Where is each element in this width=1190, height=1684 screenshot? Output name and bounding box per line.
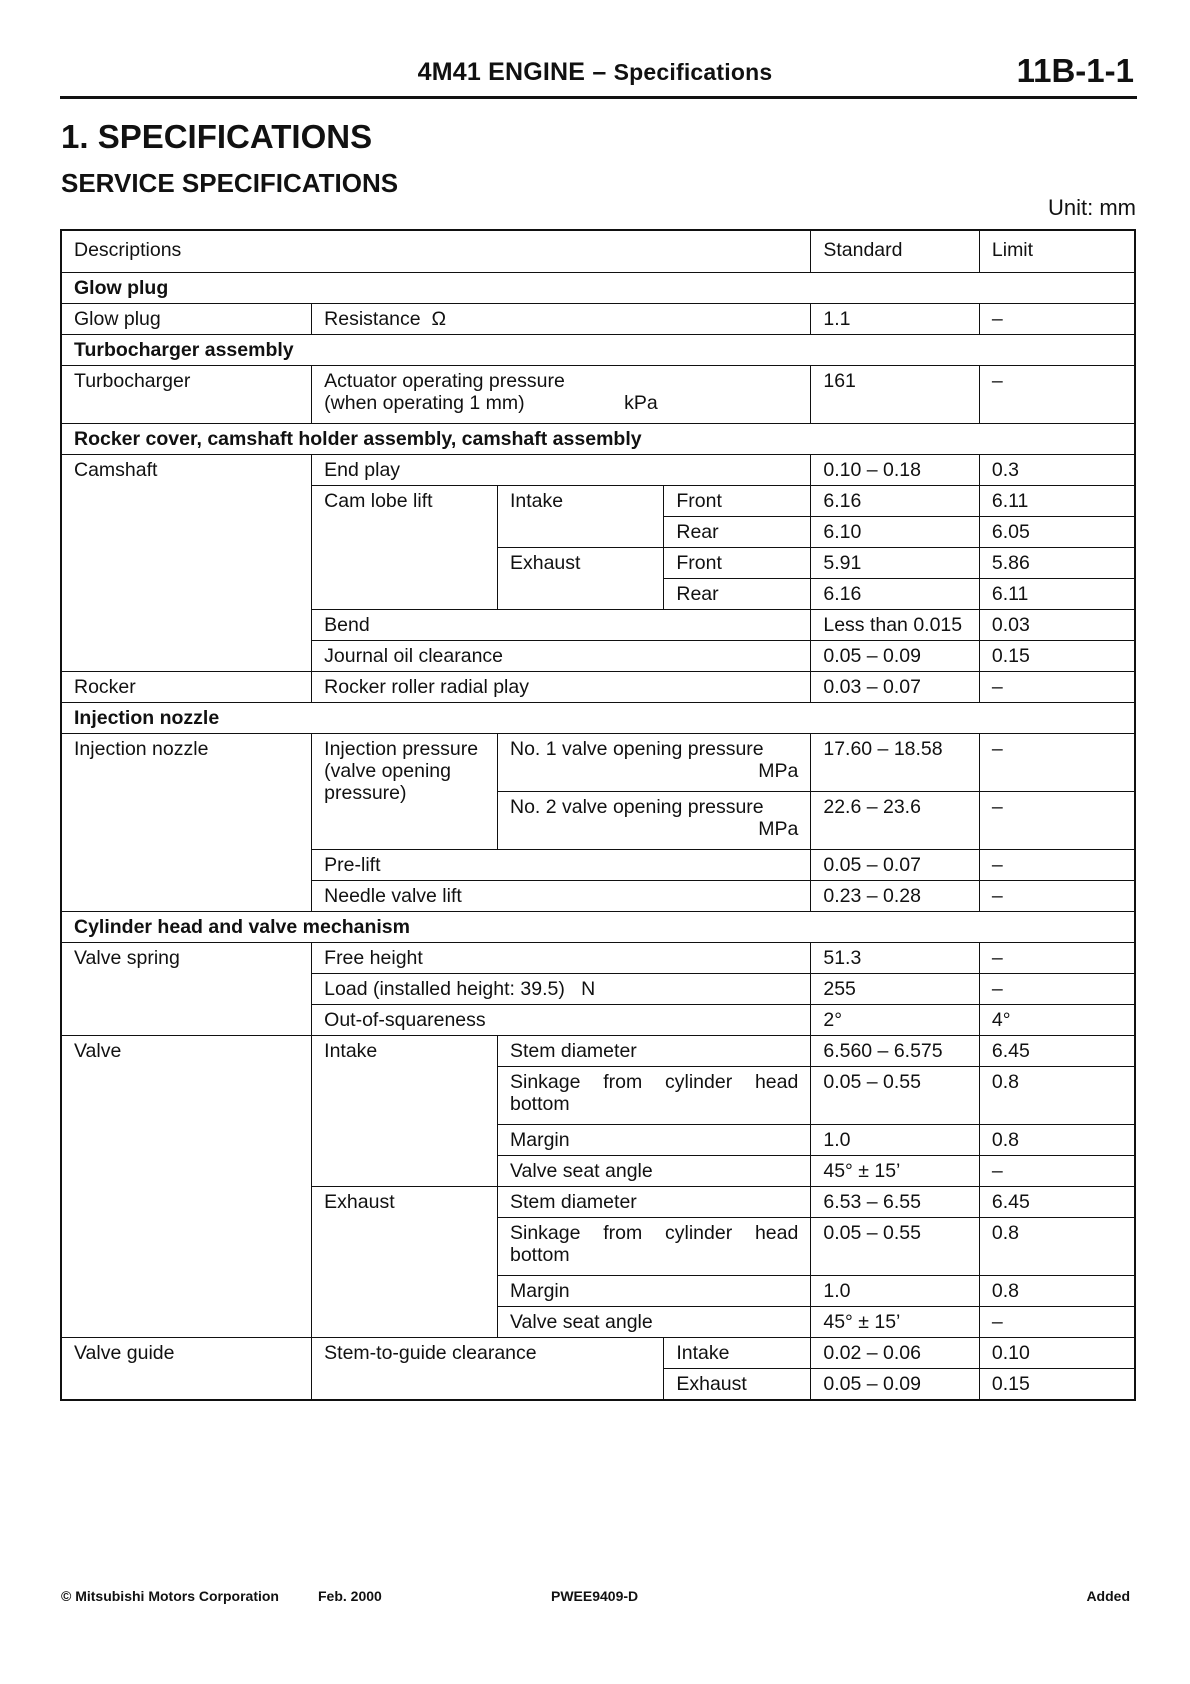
- param-cam-lobe-lift: Cam lobe lift: [312, 485, 498, 609]
- standard-value: 1.1: [811, 303, 980, 334]
- standard-value: 6.560 – 6.575: [811, 1035, 980, 1066]
- standard-value: 0.05 – 0.55: [811, 1066, 980, 1124]
- limit-value: –: [979, 849, 1135, 880]
- standard-value: 22.6 – 23.6: [811, 791, 980, 849]
- table-row: [61, 671, 1135, 702]
- param-margin: Margin: [497, 1275, 810, 1306]
- standard-value: 0.05 – 0.55: [811, 1217, 980, 1275]
- sub-valve-exhaust: Exhaust: [312, 1186, 498, 1337]
- standard-value: 0.02 – 0.06: [811, 1337, 980, 1368]
- param-unit: N: [581, 977, 596, 1000]
- standard-value: 0.05 – 0.09: [811, 640, 980, 671]
- footer-date: Feb. 2000: [318, 1588, 382, 1604]
- standard-value: 0.05 – 0.09: [811, 1368, 980, 1400]
- standard-value: 0.23 – 0.28: [811, 880, 980, 911]
- table-header-row: [61, 230, 1135, 272]
- table-row: [61, 942, 1135, 973]
- header-dash: –: [592, 58, 607, 86]
- sub-front: Front: [664, 547, 811, 578]
- standard-value: 0.03 – 0.07: [811, 671, 980, 702]
- item-camshaft: Camshaft: [61, 454, 312, 671]
- limit-value: 0.15: [979, 640, 1135, 671]
- limit-value: 6.11: [979, 485, 1135, 516]
- limit-value: 0.10: [979, 1337, 1135, 1368]
- param-stem-guide-clearance: Stem-to-guide clearance: [312, 1337, 664, 1400]
- param-free-height: Free height: [312, 942, 811, 973]
- limit-value: 5.86: [979, 547, 1135, 578]
- standard-value: 1.0: [811, 1124, 980, 1155]
- standard-value: 161: [811, 365, 980, 423]
- sub-intake: Intake: [664, 1337, 811, 1368]
- param-label: Resistance: [324, 307, 421, 330]
- item-valve-spring: Valve spring: [61, 942, 312, 1035]
- param-pre-lift: Pre-lift: [312, 849, 811, 880]
- item-turbocharger: Turbocharger: [61, 365, 312, 423]
- sub-front: Front: [664, 485, 811, 516]
- footer-copyright: © Mitsubishi Motors Corporation: [61, 1588, 279, 1604]
- limit-value: 0.3: [979, 454, 1135, 485]
- limit-value: 6.45: [979, 1035, 1135, 1066]
- param-injection-pressure: Injection pressure (valve opening pressure): [312, 733, 498, 849]
- standard-value: 0.10 – 0.18: [811, 454, 980, 485]
- sub-no2-label: No. 2 valve opening pressure: [509, 795, 764, 818]
- limit-value: 0.03: [979, 609, 1135, 640]
- param-resistance: [312, 303, 811, 334]
- footer-code: PWEE9409-D: [551, 1588, 639, 1604]
- sub-intake: Intake: [497, 485, 663, 547]
- table-row: [61, 454, 1135, 485]
- param-label: Load (installed height: 39.5): [324, 977, 565, 1000]
- standard-value: 51.3: [811, 942, 980, 973]
- table-row: [61, 303, 1135, 334]
- item-rocker: Rocker: [61, 671, 312, 702]
- item-valve: Valve: [61, 1035, 312, 1337]
- param-seat-angle: Valve seat angle: [497, 1306, 810, 1337]
- standard-value: 0.05 – 0.07: [811, 849, 980, 880]
- limit-value: 6.11: [979, 578, 1135, 609]
- item-glow-plug: Glow plug: [61, 303, 312, 334]
- table-row: [61, 733, 1135, 791]
- limit-value: –: [979, 365, 1135, 423]
- limit-value: –: [979, 880, 1135, 911]
- table-row: [61, 1337, 1135, 1368]
- sub-no1-label: No. 1 valve opening pressure: [509, 737, 764, 760]
- limit-value: –: [979, 1155, 1135, 1186]
- standard-value: 45° ± 15’: [811, 1155, 980, 1186]
- section-turbocharger: Turbocharger assembly: [61, 334, 1135, 365]
- section-row: [61, 334, 1135, 365]
- footer-status: Added: [1086, 1588, 1130, 1604]
- header-engine: 4M41 ENGINE: [417, 58, 586, 86]
- limit-value: 0.8: [979, 1217, 1135, 1275]
- standard-value: 255: [811, 973, 980, 1004]
- section-rocker-cover: Rocker cover, camshaft holder assembly, camshaft assembly: [61, 423, 1135, 454]
- standard-value: 1.0: [811, 1275, 980, 1306]
- standard-value: Less than 0.015: [811, 609, 980, 640]
- standard-value: 2°: [811, 1004, 980, 1035]
- spec-table: [60, 229, 1136, 1401]
- standard-value: 6.16: [811, 485, 980, 516]
- limit-value: –: [979, 671, 1135, 702]
- param-unit: kPa: [624, 391, 658, 414]
- section-row: [61, 423, 1135, 454]
- sub-no2-unit: MPa: [758, 817, 799, 840]
- page-number: 11B-1-1: [1016, 52, 1134, 89]
- limit-value: 0.8: [979, 1275, 1135, 1306]
- standard-value: 6.53 – 6.55: [811, 1186, 980, 1217]
- limit-value: 0.15: [979, 1368, 1135, 1400]
- param-load: [312, 973, 811, 1004]
- param-out-of-squareness: Out-of-squareness: [312, 1004, 811, 1035]
- sub-no1-pressure: [497, 733, 810, 791]
- item-valve-guide: Valve guide: [61, 1337, 312, 1400]
- limit-value: 6.45: [979, 1186, 1135, 1217]
- page-title: 1. SPECIFICATIONS: [61, 118, 373, 155]
- limit-value: –: [979, 303, 1135, 334]
- col-descriptions: Descriptions: [61, 230, 811, 272]
- section-injection-nozzle: Injection nozzle: [61, 702, 1135, 733]
- table-row: [61, 1035, 1135, 1066]
- param-line1: Actuator operating pressure: [324, 369, 565, 392]
- col-limit: Limit: [979, 230, 1135, 272]
- param-stem-diameter: Stem diameter: [497, 1035, 810, 1066]
- section-cylinder-head: Cylinder head and valve mechanism: [61, 911, 1135, 942]
- param-journal-clearance: Journal oil clearance: [312, 640, 811, 671]
- limit-value: 6.05: [979, 516, 1135, 547]
- param-needle-lift: Needle valve lift: [312, 880, 811, 911]
- section-row: [61, 702, 1135, 733]
- param-roller-play: Rocker roller radial play: [312, 671, 811, 702]
- standard-value: 45° ± 15’: [811, 1306, 980, 1337]
- standard-value: 5.91: [811, 547, 980, 578]
- section-row: [61, 911, 1135, 942]
- param-end-play: End play: [312, 454, 811, 485]
- item-injection-nozzle: Injection nozzle: [61, 733, 312, 911]
- limit-value: 4°: [979, 1004, 1135, 1035]
- standard-value: 6.10: [811, 516, 980, 547]
- sub-rear: Rear: [664, 516, 811, 547]
- sub-no2-pressure: [497, 791, 810, 849]
- limit-value: –: [979, 973, 1135, 1004]
- param-stem-diameter: Stem diameter: [497, 1186, 810, 1217]
- limit-value: –: [979, 1306, 1135, 1337]
- param-bend: Bend: [312, 609, 811, 640]
- sub-exhaust: Exhaust: [497, 547, 663, 609]
- running-header: [0, 58, 1190, 87]
- limit-value: 0.8: [979, 1124, 1135, 1155]
- param-line2: (when operating 1 mm): [324, 391, 525, 414]
- page-subtitle: SERVICE SPECIFICATIONS: [61, 168, 399, 198]
- param-actuator-pressure: [312, 365, 811, 423]
- param-seat-angle: Valve seat angle: [497, 1155, 810, 1186]
- header-rule: [60, 96, 1137, 99]
- standard-value: 17.60 – 18.58: [811, 733, 980, 791]
- sub-rear: Rear: [664, 578, 811, 609]
- sub-valve-intake: Intake: [312, 1035, 498, 1186]
- limit-value: –: [979, 733, 1135, 791]
- param-sinkage: Sinkage from cylinder head bottom: [497, 1217, 810, 1275]
- standard-value: 6.16: [811, 578, 980, 609]
- sub-no1-unit: MPa: [758, 759, 799, 782]
- param-margin: Margin: [497, 1124, 810, 1155]
- sub-exhaust: Exhaust: [664, 1368, 811, 1400]
- table-row: [61, 365, 1135, 423]
- limit-value: –: [979, 942, 1135, 973]
- section-row: [61, 272, 1135, 303]
- header-section: Specifications: [613, 59, 773, 85]
- param-sinkage: Sinkage from cylinder head bottom: [497, 1066, 810, 1124]
- unit-note: Unit: mm: [1048, 195, 1136, 220]
- limit-value: 0.8: [979, 1066, 1135, 1124]
- param-unit: Ω: [431, 307, 447, 330]
- limit-value: –: [979, 791, 1135, 849]
- col-standard: Standard: [811, 230, 980, 272]
- section-glow-plug: Glow plug: [61, 272, 1135, 303]
